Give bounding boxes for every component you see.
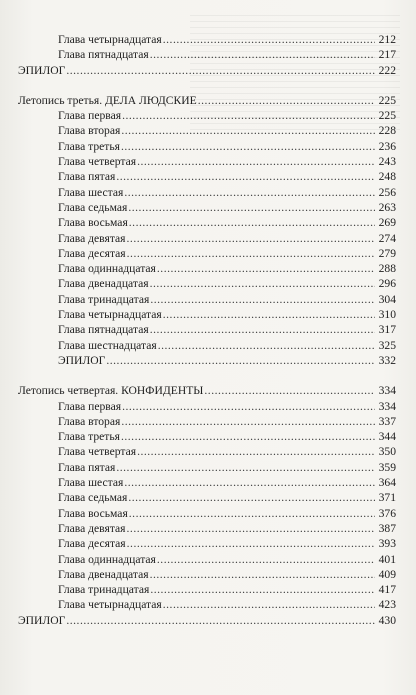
entry-page-number: 344: [378, 430, 396, 444]
entry-title: ЭПИЛОГ: [18, 63, 66, 77]
entry-page-number: 225: [378, 109, 396, 123]
entry-title: Глава тринадцатая: [58, 583, 150, 597]
toc-chapter-entry: [18, 307, 396, 322]
dot-leader: [150, 567, 375, 582]
toc-chapter-entry: [18, 154, 396, 169]
toc-chapter-entry: [18, 261, 396, 276]
entry-title: Глава девятая: [58, 521, 126, 535]
entry-page-number: 325: [378, 338, 396, 352]
entry-page-number: 279: [378, 246, 396, 260]
dot-leader: [121, 123, 375, 138]
toc-chapter-entry: [18, 521, 396, 536]
entry-title: Глава третья: [58, 430, 120, 444]
entry-page-number: 409: [378, 567, 396, 581]
dot-leader: [204, 383, 375, 398]
entry-page-number: 248: [378, 170, 396, 184]
dot-leader: [150, 322, 375, 337]
toc-part-entry: [18, 613, 396, 628]
entry-title: Глава восьмая: [58, 216, 128, 230]
entry-title: ЭПИЛОГ: [58, 353, 106, 367]
entry-page-number: 332: [378, 353, 396, 367]
dot-leader: [122, 108, 375, 123]
entry-title: Глава четырнадцатая: [58, 33, 162, 46]
entry-page-number: 263: [378, 200, 396, 214]
entry-page-number: 212: [378, 33, 396, 46]
dot-leader: [124, 475, 375, 490]
entry-page-number: 217: [378, 48, 396, 62]
toc-chapter-entry: [18, 414, 396, 429]
dot-leader: [158, 338, 375, 353]
entry-title: Глава шестнадцатая: [58, 338, 157, 352]
entry-title: Глава вторая: [58, 124, 121, 138]
entry-page-number: 417: [378, 583, 396, 597]
dot-leader: [121, 429, 375, 444]
toc-chapter-entry: [18, 185, 396, 200]
entry-title: Глава первая: [58, 109, 122, 123]
entry-title: Глава десятая: [58, 246, 126, 260]
entry-page-number: 376: [378, 506, 396, 520]
entry-title: Глава четвертая: [58, 445, 137, 459]
dot-leader: [127, 246, 375, 261]
entry-title: Летопись четвертая. КОНФИДЕНТЫ: [18, 384, 204, 398]
toc-section: [18, 93, 396, 368]
toc-chapter-entry: [18, 276, 396, 291]
entry-title: Глава пятая: [58, 460, 116, 474]
entry-title: Глава пятнадцатая: [58, 48, 149, 62]
entry-title: Глава одиннадцатая: [58, 552, 156, 566]
entry-page-number: 228: [378, 124, 396, 138]
entry-title: Летопись третья. ДЕЛА ЛЮДСКИЕ: [18, 93, 197, 107]
toc-part-entry: [18, 383, 396, 398]
entry-title: Глава третья: [58, 139, 120, 153]
toc-part-entry: [18, 63, 396, 78]
entry-page-number: 350: [378, 445, 396, 459]
section-gap: [18, 368, 396, 383]
toc-chapter-entry: [18, 200, 396, 215]
toc-chapter-entry: [18, 552, 396, 567]
dot-leader: [198, 93, 375, 108]
dot-leader: [116, 460, 375, 475]
toc-chapter-entry: [18, 246, 396, 261]
toc-chapter-entry: [18, 169, 396, 184]
toc-chapter-entry: [18, 139, 396, 154]
entry-title: Глава шестая: [58, 476, 124, 490]
toc-chapter-entry: [18, 32, 396, 47]
entry-title: Глава четырнадцатая: [58, 598, 162, 612]
dot-leader: [150, 276, 375, 291]
toc-chapter-entry: [18, 108, 396, 123]
entry-title: Глава пятнадцатая: [58, 323, 149, 337]
toc-chapter-entry: [18, 47, 396, 62]
dot-leader: [150, 582, 375, 597]
toc-chapter-entry: [18, 215, 396, 230]
dot-leader: [137, 444, 375, 459]
entry-title: Глава вторая: [58, 414, 121, 428]
section-gap: [18, 78, 396, 93]
toc-part-entry: [18, 93, 396, 108]
dot-leader: [163, 597, 375, 612]
toc-chapter-entry: [18, 292, 396, 307]
toc-chapter-entry: [18, 490, 396, 505]
dot-leader: [121, 139, 375, 154]
toc-section: [18, 32, 396, 78]
dot-leader: [163, 307, 375, 322]
toc-chapter-entry: [18, 353, 396, 368]
toc-chapter-entry: [18, 506, 396, 521]
toc-chapter-entry: [18, 475, 396, 490]
dot-leader: [127, 231, 375, 246]
dot-leader: [137, 154, 375, 169]
dot-leader: [157, 261, 375, 276]
entry-page-number: 334: [378, 384, 396, 398]
entry-title: Глава десятая: [58, 537, 126, 551]
entry-page-number: 371: [378, 491, 396, 505]
dot-leader: [128, 200, 375, 215]
dot-leader: [157, 552, 375, 567]
entry-title: Глава двенадцатая: [58, 567, 149, 581]
entry-page-number: 310: [378, 308, 396, 322]
toc-chapter-entry: [18, 429, 396, 444]
toc-chapter-entry: [18, 322, 396, 337]
entry-page-number: 256: [378, 185, 396, 199]
entry-page-number: 387: [378, 521, 396, 535]
dot-leader: [129, 215, 375, 230]
entry-title: Глава девятая: [58, 231, 126, 245]
toc-chapter-entry: [18, 536, 396, 551]
entry-title: Глава четвертая: [58, 155, 137, 169]
toc-chapter-entry: [18, 444, 396, 459]
dot-leader: [121, 414, 375, 429]
entry-page-number: 296: [378, 277, 396, 291]
dot-leader: [129, 506, 375, 521]
dot-leader: [116, 169, 375, 184]
dot-leader: [106, 353, 375, 368]
entry-title: Глава одиннадцатая: [58, 262, 156, 276]
toc-section: [18, 383, 396, 628]
entry-page-number: 317: [378, 323, 396, 337]
entry-page-number: 288: [378, 262, 396, 276]
entry-page-number: 359: [378, 460, 396, 474]
entry-title: Глава тринадцатая: [58, 292, 150, 306]
entry-title: ЭПИЛОГ: [18, 613, 66, 627]
entry-page-number: 269: [378, 216, 396, 230]
toc-chapter-entry: [18, 567, 396, 582]
toc-chapter-entry: [18, 597, 396, 612]
entry-title: Глава седьмая: [58, 491, 128, 505]
entry-title: Глава четырнадцатая: [58, 308, 162, 322]
dot-leader: [128, 490, 375, 505]
toc-chapter-entry: [18, 582, 396, 597]
entry-page-number: 236: [378, 139, 396, 153]
entry-page-number: 304: [378, 292, 396, 306]
dot-leader: [163, 32, 375, 47]
entry-page-number: 393: [378, 537, 396, 551]
entry-page-number: 334: [378, 399, 396, 413]
entry-title: Глава седьмая: [58, 200, 128, 214]
dot-leader: [150, 292, 375, 307]
toc-chapter-entry: [18, 123, 396, 138]
entry-page-number: 401: [378, 552, 396, 566]
entry-page-number: 364: [378, 476, 396, 490]
entry-title: Глава первая: [58, 399, 122, 413]
dot-leader: [66, 613, 375, 628]
dot-leader: [127, 536, 375, 551]
toc-chapter-entry: [18, 231, 396, 246]
toc-chapter-entry: [18, 460, 396, 475]
dot-leader: [150, 47, 375, 62]
entry-page-number: 337: [378, 414, 396, 428]
entry-page-number: 225: [378, 93, 396, 107]
entry-page-number: 222: [378, 63, 396, 77]
toc-chapter-entry: [18, 399, 396, 414]
entry-page-number: 243: [378, 155, 396, 169]
entry-page-number: 274: [378, 231, 396, 245]
dot-leader: [66, 63, 375, 78]
entry-page-number: 423: [378, 598, 396, 612]
entry-title: Глава двенадцатая: [58, 277, 149, 291]
entry-title: Глава восьмая: [58, 506, 128, 520]
entry-page-number: 430: [378, 613, 396, 627]
toc-chapter-entry: [18, 338, 396, 353]
table-of-contents: [18, 32, 396, 628]
dot-leader: [122, 399, 375, 414]
entry-title: Глава пятая: [58, 170, 116, 184]
entry-title: Глава шестая: [58, 185, 124, 199]
dot-leader: [124, 185, 375, 200]
dot-leader: [127, 521, 375, 536]
